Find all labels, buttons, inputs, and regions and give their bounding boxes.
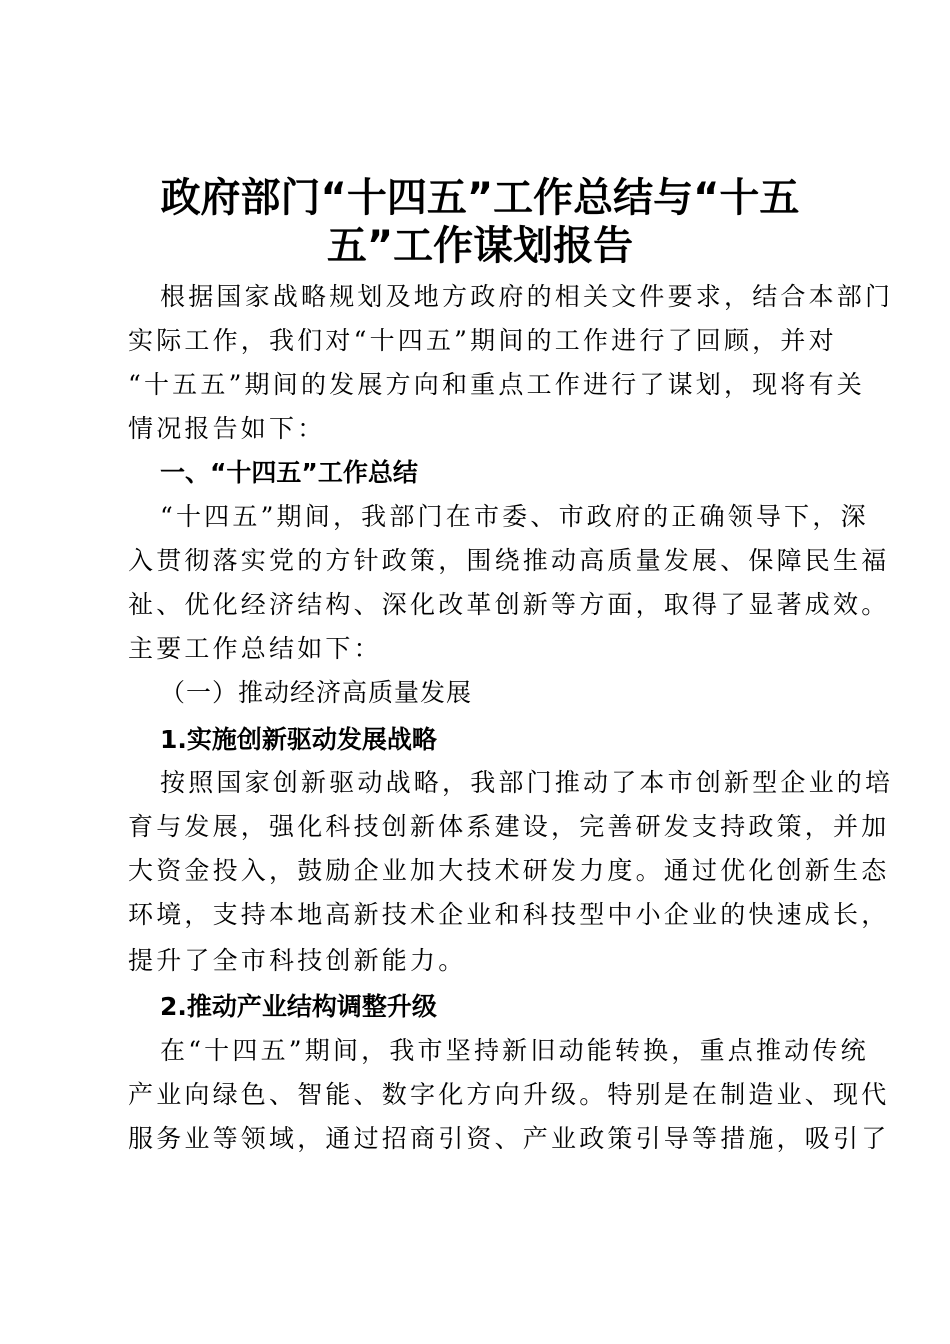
intro-line-1: 根据国家战略规划及地方政府的相关文件要求，结合本部门 (160, 282, 894, 311)
section1-line-4: 主要工作总结如下： (128, 634, 382, 663)
item1-line-1: 按照国家创新驱动战略，我部门推动了本市创新型企业的培 (160, 768, 894, 797)
document-title-line-1: 政府部门“十四五”工作总结与“十五 (160, 175, 800, 221)
section1-line-3: 祉、优化经济结构、深化改革创新等方面，取得了显著成效。 (128, 590, 890, 619)
item-heading-2: 2.推动产业结构调整升级 (160, 992, 437, 1021)
intro-line-4: 情况报告如下： (128, 414, 326, 443)
section-heading-1: 一、“十四五”工作总结 (160, 458, 418, 487)
item2-line-1: 在“十四五”期间，我市坚持新旧动能转换，重点推动传统 (160, 1036, 869, 1065)
item1-line-2: 育与发展，强化科技创新体系建设，完善研发支持政策，并加 (128, 812, 890, 841)
item1-line-4: 环境，支持本地高新技术企业和科技型中小企业的快速成长， (128, 900, 890, 929)
intro-line-3: “十五五”期间的发展方向和重点工作进行了谋划，现将有关 (128, 370, 865, 399)
item2-line-3: 服务业等领域，通过招商引资、产业政策引导等措施，吸引了 (128, 1124, 890, 1153)
item-heading-1: 1.实施创新驱动发展战略 (160, 725, 437, 754)
section1-line-1: “十四五”期间，我部门在市委、市政府的正确领导下，深 (160, 502, 869, 531)
intro-line-2: 实际工作，我们对“十四五”期间的工作进行了回顾，并对 (128, 326, 837, 355)
item2-line-2: 产业向绿色、智能、数字化方向升级。特别是在制造业、现代 (128, 1080, 890, 1109)
document-title-line-2: 五”工作谋划报告 (326, 223, 634, 269)
subsection-heading-1: （一）推动经济高质量发展 (160, 678, 473, 707)
section1-line-2: 入贯彻落实党的方针政策，围绕推动高质量发展、保障民生福 (128, 546, 890, 575)
item1-line-3: 大资金投入，鼓励企业加大技术研发力度。通过优化创新生态 (128, 856, 890, 885)
item1-line-5: 提升了全市科技创新能力。 (128, 946, 467, 975)
